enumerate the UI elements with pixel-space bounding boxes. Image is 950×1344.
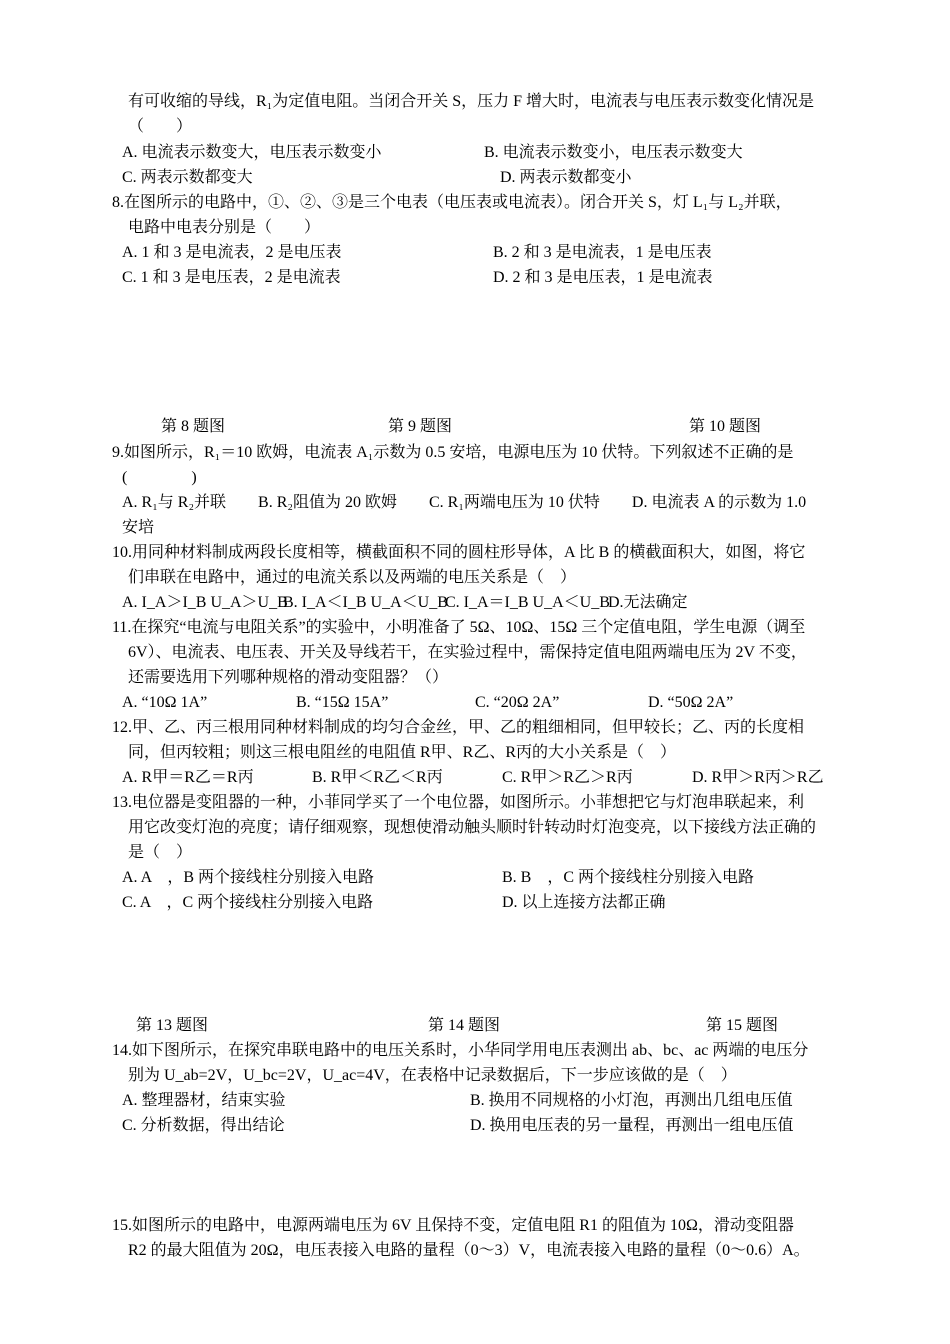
q11-option-b: B. “15Ω 15A” — [296, 694, 389, 711]
q8-option-c: C. 1 和 3 是电压表，2 是电流表 — [122, 269, 341, 286]
figure-caption-9: 第 9 题图 — [388, 418, 453, 435]
q7-option-c: C. 两表示数都变大 — [122, 169, 253, 186]
figure-caption-8: 第 8 题图 — [161, 418, 226, 435]
q7-option-a: A. 电流表示数变大，电压表示数变小 — [122, 144, 382, 161]
q10-option-a: A. I_A＞I_B U_A＞U_B — [122, 594, 288, 611]
q9-options: A. R₁与 R₂并联 B. R₂阻值为 20 欧姆 C. R₁两端电压为 10 伏特 D. 电流表 A 的示数为 1.0 — [122, 494, 807, 511]
figure-caption-15: 第 15 题图 — [706, 1017, 779, 1034]
q10-option-b: B. I_A＜I_B U_A＜U_B — [283, 594, 448, 611]
q8-line1: 8.在图所示的电路中，①、②、③是三个电表（电压表或电流表）。闭合开关 S，灯 L₁与 L₂并联， — [112, 194, 792, 211]
q11-line1: 11.在探究“电流与电阻关系”的实验中，小明准备了 5Ω、10Ω、15Ω 三个定值电阻，学生电源（调至 — [112, 619, 806, 636]
q11-option-c: C. “20Ω 2A” — [475, 694, 560, 711]
q15-line1: 15.如图所示的电路中，电源两端电压为 6V 且保持不变，定值电阻 R1 的阻值为 10Ω，滑动变阻器 — [112, 1217, 794, 1234]
q8-option-b: B. 2 和 3 是电流表，1 是电压表 — [493, 244, 712, 261]
q15-line2: R2 的最大阻值为 20Ω，电压表接入电路的量程（0～3）V，电流表接入电路的量程（0～0.6）A。 — [128, 1242, 810, 1259]
q13-line3: 是（ ） — [128, 844, 193, 861]
q8-option-a: A. 1 和 3 是电流表，2 是电压表 — [122, 244, 342, 261]
q14-line1: 14.如下图所示，在探究串联电路中的电压关系时，小华同学用电压表测出 ab、bc、ac 两端的电压分 — [112, 1042, 809, 1059]
q13-line2: 用它改变灯泡的亮度；请仔细观察，现想使滑动触头顺时针转动时灯泡变亮，以下接线方法正确的 — [128, 819, 817, 836]
q12-option-d: D. R甲＞R丙＞R乙 — [692, 769, 824, 786]
q11-option-d: D. “50Ω 2A” — [648, 694, 734, 711]
q7-line2: （ ） — [128, 118, 193, 135]
q14-option-b: B. 换用不同规格的小灯泡，再测出几组电压值 — [470, 1092, 793, 1109]
q13-option-d: D. 以上连接方法都正确 — [502, 894, 666, 911]
q12-line1: 12.甲、乙、丙三根用同种材料制成的均匀合金丝，甲、乙的粗细相同，但甲较长；乙、丙的长度相 — [112, 719, 805, 736]
q10-line2: 们串联在电路中，通过的电流关系以及两端的电压关系是（ ） — [128, 569, 577, 586]
q9-line1: 9.如图所示，R₁＝10 欧姆，电流表 A₁示数为 0.5 安培，电源电压为 10 伏特。下列叙述不正确的是 — [112, 444, 794, 461]
q7-option-b: B. 电流表示数变小，电压表示数变大 — [484, 144, 743, 161]
q13-option-b: B. B ，C 两个接线柱分别接入电路 — [502, 869, 755, 886]
q12-line2: 同，但丙较粗；则这三根电阻丝的电阻值 R甲、R乙、R丙的大小关系是（ ） — [128, 744, 677, 761]
q14-option-c: C. 分析数据，得出结论 — [122, 1117, 285, 1134]
q8-option-d: D. 2 和 3 是电压表，1 是电流表 — [493, 269, 713, 286]
q12-option-a: A. R甲＝R乙＝R丙 — [122, 769, 254, 786]
figure-caption-10: 第 10 题图 — [689, 418, 762, 435]
q9-line2: ( ) — [122, 469, 197, 486]
q13-option-a: A. A ，B 两个接线柱分别接入电路 — [122, 869, 375, 886]
figure-caption-14: 第 14 题图 — [428, 1017, 501, 1034]
q7-option-d: D. 两表示数都变小 — [500, 169, 632, 186]
q13-option-c: C. A ，C 两个接线柱分别接入电路 — [122, 894, 374, 911]
q11-option-a: A. “10Ω 1A” — [122, 694, 208, 711]
q9-line4: 安培 — [122, 519, 155, 536]
q10-option-d: D.无法确定 — [608, 594, 688, 611]
figure-caption-13: 第 13 题图 — [136, 1017, 209, 1034]
q11-line3: 还需要选用下列哪种规格的滑动变阻器？（） — [128, 669, 449, 686]
q7-line1: 有可收缩的导线，R₁为定值电阻。当闭合开关 S，压力 F 增大时，电流表与电压表示数变化情况是 — [128, 93, 815, 110]
q14-option-a: A. 整理器材，结束实验 — [122, 1092, 286, 1109]
q12-option-b: B. R甲＜R乙＜R丙 — [312, 769, 443, 786]
q10-option-c: C. I_A＝I_B U_A＜U_B — [445, 594, 610, 611]
q8-line2: 电路中电表分别是（ ） — [128, 219, 321, 236]
q13-line1: 13.电位器是变阻器的一种，小菲同学买了一个电位器，如图所示。小菲想把它与灯泡串联起来，利 — [112, 794, 805, 811]
q14-line2: 别为 U_ab=2V，U_bc=2V，U_ac=4V，在表格中记录数据后，下一步应该做的是（ ） — [128, 1067, 737, 1084]
q10-line1: 10.用同种材料制成两段长度相等，横截面积不同的圆柱形导体，A 比 B 的横截面积大，如图，将它 — [112, 544, 806, 561]
q11-line2: 6V）、电流表、电压表、开关及导线若干，在实验过程中，需保持定值电阻两端电压为 2V 不变， — [128, 644, 807, 661]
q14-option-d: D. 换用电压表的另一量程，再测出一组电压值 — [470, 1117, 794, 1134]
q12-option-c: C. R甲＞R乙＞R丙 — [502, 769, 633, 786]
